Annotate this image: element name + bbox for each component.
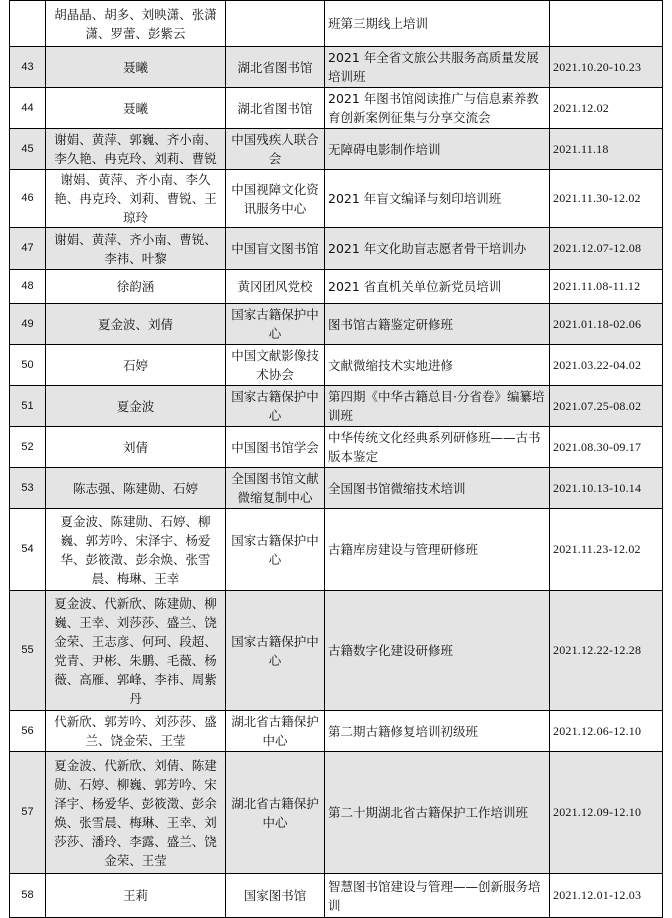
row-number-cell: 52 — [10, 427, 46, 468]
date-cell: 2021.12.06-12.10 — [550, 711, 663, 752]
participants-cell: 谢娟、黄萍、齐小南、李久艳、冉克玲、刘莉、曹锐、王琼玲 — [46, 170, 226, 228]
date-cell: 2021.03.22-04.02 — [550, 345, 663, 386]
table — [9, 0, 663, 918]
course-name-cell: 2021 省直机关单位新党员培训 — [325, 270, 550, 304]
participants-cell: 代新欣、郭芳吟、刘莎莎、盛兰、饶金荣、王莹 — [46, 711, 226, 752]
organizer-cell: 中国盲文图书馆 — [226, 228, 325, 270]
participants-cell: 石婷 — [46, 345, 226, 386]
organizer-cell: 国家古籍保护中心 — [226, 386, 325, 427]
row-number-cell: 43 — [10, 47, 46, 88]
course-name-cell: 中华传统文化经典系列研修班——古书版本鉴定 — [325, 427, 550, 468]
table-row — [10, 711, 663, 752]
row-number-cell: 48 — [10, 270, 46, 304]
organizer-cell: 中国图书馆学会 — [226, 427, 325, 468]
organizer-cell: 国家图书馆 — [226, 874, 325, 918]
course-name-cell: 2021 年文化助盲志愿者骨干培训办 — [325, 228, 550, 270]
row-number-cell: 50 — [10, 345, 46, 386]
organizer-cell: 全国图书馆文献微缩复制中心 — [226, 468, 325, 509]
participants-cell: 夏金波、代新欣、刘倩、陈建勋、石婷、柳巍、郭芳吟、宋泽宇、杨爱华、彭筱澂、彭余焕、张雪晨、梅琳、王幸、刘莎莎、潘玲、李露、盛兰、饶金荣、王莹 — [46, 752, 226, 874]
participants-cell: 徐韵涵 — [46, 270, 226, 304]
table-row — [10, 386, 663, 427]
course-name-cell: 文献微缩技术实地进修 — [325, 345, 550, 386]
organizer-cell: 中国视障文化资讯服务中心 — [226, 170, 325, 228]
course-name-cell: 2021 年图书馆阅读推广与信息素养教育创新案例征集与分享交流会 — [325, 88, 550, 129]
organizer-cell: 黄冈团风党校 — [226, 270, 325, 304]
course-name-cell: 智慧图书馆建设与管理——创新服务培训 — [325, 874, 550, 918]
course-name-cell: 无障碍电影制作培训 — [325, 129, 550, 170]
participants-cell: 谢娟、黄萍、郭巍、齐小南、李久艳、冉克玲、刘莉、曹锐 — [46, 129, 226, 170]
table-row — [10, 591, 663, 711]
date-cell: 2021.10.13-10.14 — [550, 468, 663, 509]
table-row — [10, 345, 663, 386]
date-cell: 2021.01.18-02.06 — [550, 304, 663, 345]
row-number-cell: 55 — [10, 591, 46, 711]
table-row — [10, 427, 663, 468]
participants-cell: 聂曦 — [46, 88, 226, 129]
date-cell: 2021.11.23-12.02 — [550, 509, 663, 591]
course-name-cell: 图书馆古籍鉴定研修班 — [325, 304, 550, 345]
participants-cell: 谢娟、黄萍、齐小南、曹锐、李祎、叶黎 — [46, 228, 226, 270]
row-number-cell: 45 — [10, 129, 46, 170]
row-number-cell: 47 — [10, 228, 46, 270]
row-number-cell: 58 — [10, 874, 46, 918]
course-name-cell: 古籍库房建设与管理研修班 — [325, 509, 550, 591]
organizer-cell: 国家古籍保护中心 — [226, 304, 325, 345]
organizer-cell: 中国文献影像技术协会 — [226, 345, 325, 386]
row-number-cell: 56 — [10, 711, 46, 752]
participants-cell: 王莉 — [46, 874, 226, 918]
date-cell: 2021.12.07-12.08 — [550, 228, 663, 270]
date-cell: 2021.08.30-09.17 — [550, 427, 663, 468]
date-cell: 2021.12.22-12.28 — [550, 591, 663, 711]
date-cell: 2021.10.20-10.23 — [550, 47, 663, 88]
table-row — [10, 228, 663, 270]
date-cell: 2021.11.18 — [550, 129, 663, 170]
row-number-cell: 54 — [10, 509, 46, 591]
date-cell: 2021.12.09-12.10 — [550, 752, 663, 874]
date-cell: 2021.11.08-11.12 — [550, 270, 663, 304]
course-name-cell: 第四期《中华古籍总目·分省卷》编纂培训班 — [325, 386, 550, 427]
table-row — [10, 270, 663, 304]
training-record-table — [9, 0, 662, 918]
table-row — [10, 304, 663, 345]
table-row — [10, 509, 663, 591]
row-number-cell: 44 — [10, 88, 46, 129]
participants-cell: 陈志强、陈建勋、石婷 — [46, 468, 226, 509]
organizer-cell: 湖北省图书馆 — [226, 88, 325, 129]
table-row — [10, 874, 663, 918]
participants-cell: 胡晶晶、胡多、刘映潇、张潇潇、罗蕾、彭紫云 — [46, 1, 226, 47]
organizer-cell: 中国残疾人联合会 — [226, 129, 325, 170]
date-cell: 2021.12.02 — [550, 88, 663, 129]
participants-cell: 夏金波、代新欣、陈建勋、柳巍、王幸、刘莎莎、盛兰、饶金荣、王志彦、何珂、段超、党青、尹彬、朱鹏、毛薇、杨薇、高雁、郭峰、李祎、周紫丹 — [46, 591, 226, 711]
course-name-cell: 班第三期线上培训 — [325, 1, 550, 47]
organizer-cell: 湖北省古籍保护中心 — [226, 711, 325, 752]
row-number-cell: 49 — [10, 304, 46, 345]
course-name-cell: 2021 年盲文编译与刻印培训班 — [325, 170, 550, 228]
table-row — [10, 468, 663, 509]
row-number-cell — [10, 1, 46, 47]
participants-cell: 夏金波、刘倩 — [46, 304, 226, 345]
row-number-cell: 51 — [10, 386, 46, 427]
date-cell: 2021.07.25-08.02 — [550, 386, 663, 427]
organizer-cell: 国家古籍保护中心 — [226, 591, 325, 711]
table-row — [10, 752, 663, 874]
organizer-cell: 湖北省古籍保护中心 — [226, 752, 325, 874]
table-row — [10, 170, 663, 228]
table-body — [10, 1, 663, 918]
table-row — [10, 1, 663, 47]
participants-cell: 聂曦 — [46, 47, 226, 88]
table-row — [10, 47, 663, 88]
organizer-cell — [226, 1, 325, 47]
course-name-cell: 2021 年全省文旅公共服务高质量发展培训班 — [325, 47, 550, 88]
organizer-cell: 湖北省图书馆 — [226, 47, 325, 88]
course-name-cell: 第二十期湖北省古籍保护工作培训班 — [325, 752, 550, 874]
course-name-cell: 全国图书馆微缩技术培训 — [325, 468, 550, 509]
organizer-cell: 国家古籍保护中心 — [226, 509, 325, 591]
participants-cell: 刘倩 — [46, 427, 226, 468]
row-number-cell: 46 — [10, 170, 46, 228]
course-name-cell: 第二期古籍修复培训初级班 — [325, 711, 550, 752]
date-cell — [550, 1, 663, 47]
date-cell: 2021.12.01-12.03 — [550, 874, 663, 918]
row-number-cell: 57 — [10, 752, 46, 874]
row-number-cell: 53 — [10, 468, 46, 509]
course-name-cell: 古籍数字化建设研修班 — [325, 591, 550, 711]
participants-cell: 夏金波 — [46, 386, 226, 427]
date-cell: 2021.11.30-12.02 — [550, 170, 663, 228]
participants-cell: 夏金波、陈建勋、石婷、柳巍、郭芳吟、宋泽宇、杨爱华、彭筱澂、彭余焕、张雪晨、梅琳、王幸 — [46, 509, 226, 591]
table-row — [10, 129, 663, 170]
table-row — [10, 88, 663, 129]
